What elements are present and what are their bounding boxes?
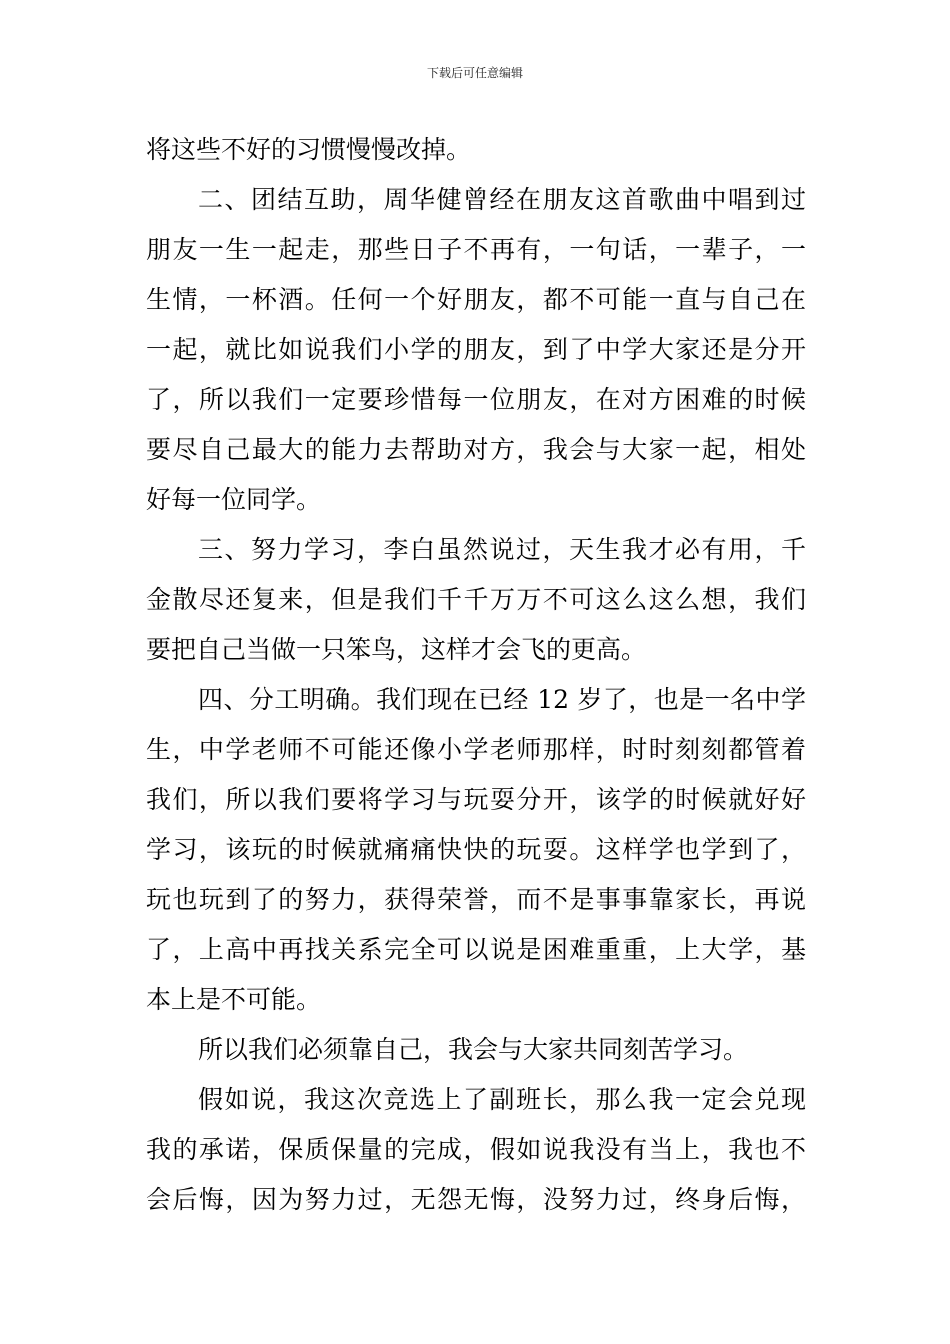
document-body (146, 125, 806, 1225)
text-line: 了，所以我们一定要珍惜每一位朋友，在对方困难的时候 (146, 385, 806, 414)
text-line: 金散尽还复来，但是我们千千万万不可这么这么想，我们 (146, 585, 806, 614)
text-line: 本上是不可能。 (146, 985, 322, 1014)
text-line: 要尽自己最大的能力去帮助对方，我会与大家一起，相处 (146, 435, 806, 464)
text-line: 了，上高中再找关系完全可以说是困难重重，上大学，基 (146, 935, 806, 964)
text-line: 二、团结互助，周华健曾经在朋友这首歌曲中唱到过 (198, 185, 806, 214)
text-line: 将这些不好的习惯慢慢改掉。 (146, 135, 472, 164)
text-line: 好每一位同学。 (146, 485, 322, 514)
text-line: 玩也玩到了的努力，获得荣誉，而不是事事靠家长，再说 (146, 885, 806, 914)
text-line: 要把自己当做一只笨鸟，这样才会飞的更高。 (146, 635, 647, 664)
text-line: 假如说，我这次竞选上了副班长，那么我一定会兑现 (198, 1085, 806, 1114)
text-line: 所以我们必须靠自己，我会与大家共同刻苦学习。 (198, 1035, 749, 1064)
text-line: 学习，该玩的时候就痛痛快快的玩耍。这样学也学到了， (146, 835, 806, 864)
text-line: 生，中学老师不可能还像小学老师那样，时时刻刻都管着 (146, 735, 806, 764)
page-header-note: 下载后可任意编辑 (426, 66, 523, 80)
text-line: 三、努力学习，李白虽然说过，天生我才必有用，千 (198, 535, 806, 564)
text-line: 我们，所以我们要将学习与玩耍分开，该学的时候就好好 (146, 785, 806, 814)
text-line: 朋友一生一起走，那些日子不再有，一句话，一辈子，一 (146, 235, 806, 264)
text-line: 我的承诺，保质保量的完成，假如说我没有当上，我也不 (146, 1135, 806, 1164)
text-line: 一起，就比如说我们小学的朋友，到了中学大家还是分开 (146, 335, 806, 364)
text-line: 生情，一杯酒。任何一个好朋友，都不可能一直与自己在 (146, 285, 806, 314)
text-line: 会后悔，因为努力过，无怨无悔，没努力过，终身后悔， (146, 1185, 806, 1214)
text-line: 四、分工明确。我们现在已经 12 岁了，也是一名中学 (198, 685, 806, 714)
